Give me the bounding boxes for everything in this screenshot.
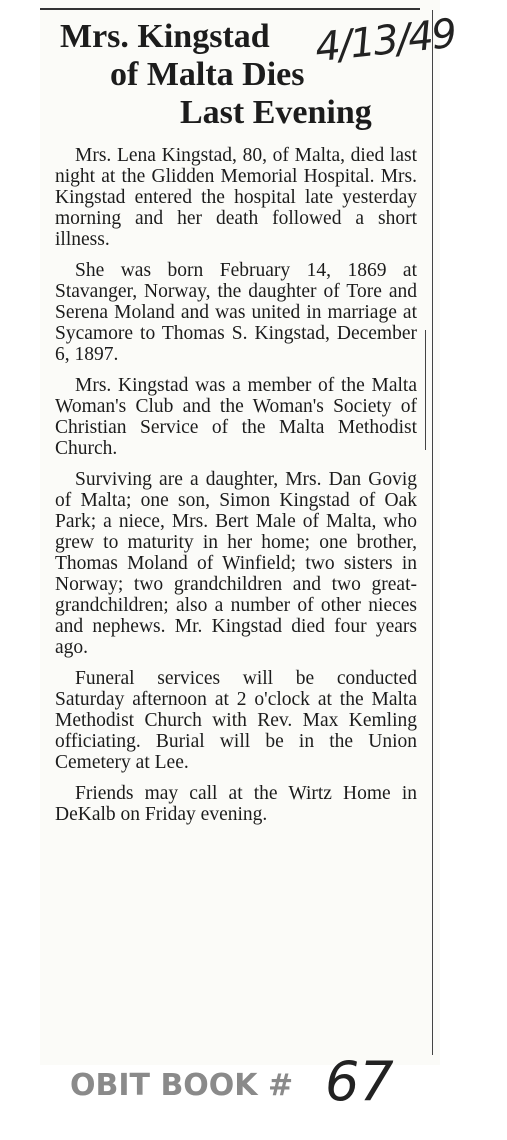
headline-line-1: Mrs. Kingstad: [60, 18, 270, 55]
paragraph-birth-marriage: She was born February 14, 1869 at Stavanger, Norway, the daughter of Tore and Serena Moland and was united in marriage at Sycamore to Thomas S. Kingstad, December 6, 1897.: [55, 260, 417, 365]
obit-book-stamp: OBIT BOOK #: [70, 1068, 294, 1103]
newspaper-clipping: [40, 0, 458, 1065]
top-rule: [40, 8, 420, 10]
article-body: [55, 145, 417, 835]
headline-line-3: Last Evening: [180, 94, 372, 131]
paragraph-death-notice: Mrs. Lena Kingstad, 80, of Malta, died last night at the Glidden Memorial Hospital. Mrs. Kingstad entered the hospital late yesterday morning and her death followed a short illness.: [55, 145, 417, 250]
obit-book-number: 67: [325, 1050, 394, 1113]
paragraph-funeral: Funeral services will be conducted Saturday afternoon at 2 o'clock at the Malta Methodist Church with Rev. Max Kemling officiating. Burial will be in the Union Cemetery at Lee.: [55, 668, 417, 773]
right-column-rule: [432, 10, 433, 1055]
paragraph-survivors: Surviving are a daughter, Mrs. Dan Govig of Malta; one son, Simon Kingstad of Oak Park; a niece, Mrs. Bert Male of Malta, who grew to maturity in her home; one brother, Thomas Moland of Winfield; two sisters in Norway; two grandchildren and two great-grandchildren; also a number of other nieces and nephews. Mr. Kingstad died four years ago.: [55, 469, 417, 658]
right-column-rule-inner: [425, 330, 426, 450]
paragraph-memberships: Mrs. Kingstad was a member of the Malta Woman's Club and the Woman's Society of Christian Service of the Malta Methodist Church.: [55, 375, 417, 459]
handwritten-date: 4/13/49: [312, 10, 458, 72]
paragraph-visitation: Friends may call at the Wirtz Home in DeKalb on Friday evening.: [55, 783, 417, 825]
headline-line-2: of Malta Dies: [110, 56, 305, 93]
